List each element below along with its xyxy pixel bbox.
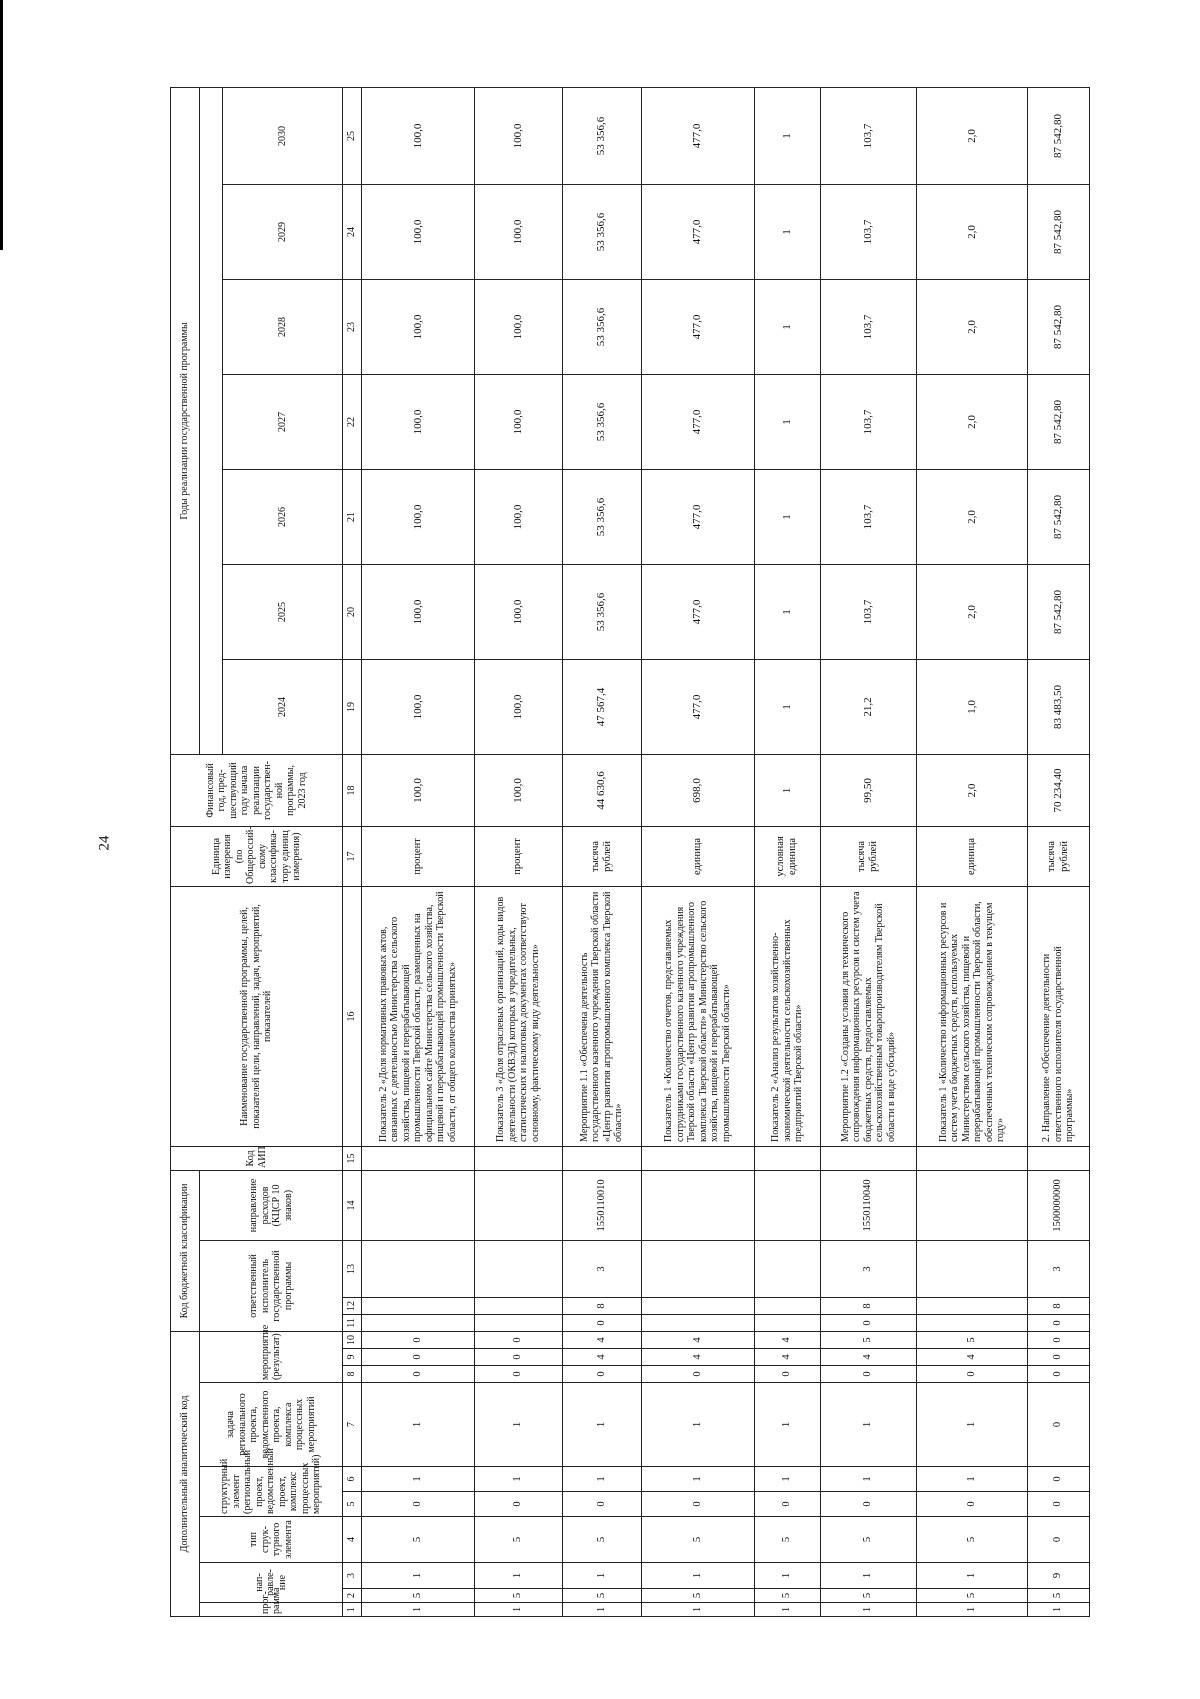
header-base-year: Финансовый год, пред-шествующий году начала реализации государствен-ной программы, 2023 год [171, 754, 343, 826]
code-cell: 0 [362, 1366, 475, 1383]
code-cell: 0 [362, 1331, 475, 1348]
table-row [562, 87, 641, 1616]
code-cell: 0 [1028, 1366, 1090, 1383]
column-number: 5 [343, 1492, 362, 1517]
code-cell: 0 [1028, 1349, 1090, 1366]
code-cell [362, 1240, 475, 1297]
value-cell: 1 [754, 564, 820, 659]
code-cell: 0 [362, 1492, 475, 1517]
code-cell: 9 [1028, 1563, 1090, 1589]
code-cell [641, 1297, 754, 1314]
header-analytic-group: Дополнительный аналитический код [171, 1331, 200, 1616]
code-cell: 1 [562, 1603, 641, 1617]
code-cell: 3 [1028, 1240, 1090, 1297]
table-row [917, 87, 1028, 1616]
page-number: 24 [96, 835, 113, 851]
value-cell: 477,0 [641, 659, 754, 754]
code-cell: 0 [475, 1349, 563, 1366]
value-cell: 100,0 [475, 564, 563, 659]
value-cell: 100,0 [475, 87, 563, 184]
indicator-name-cell: Показатель 1 «Количество информационных ресурсов и систем учета бюджетных средств, используемых Министерством сельского хозяйства, пищевой и перерабатывающей промышленности Тверской области, обеспеченных техническим сопровождением в текущем году» [917, 886, 1028, 1146]
code-cell: 4 [820, 1349, 916, 1366]
code-cell [917, 1297, 1028, 1314]
header-year: 2028 [223, 279, 343, 374]
code-cell [475, 1146, 563, 1170]
value-cell: 100,0 [362, 279, 475, 374]
header-year: 2027 [223, 374, 343, 469]
indicator-name-cell: Мероприятие 1.1 «Обеспечена деятельность государственного казенного учреждения Тверской области «Центр развития агропромышленного комплекса Тверской области» [562, 886, 641, 1146]
value-cell: 103,7 [820, 374, 916, 469]
header-years-group: Годы реализации государственной программы [171, 87, 200, 754]
value-cell: 53 356,6 [562, 279, 641, 374]
code-cell: 5 [562, 1517, 641, 1563]
value-cell: 477,0 [641, 279, 754, 374]
table-row [754, 87, 820, 1616]
code-cell: 1 [820, 1603, 916, 1617]
code-cell: 1 [917, 1603, 1028, 1617]
code-cell: 1 [362, 1383, 475, 1467]
code-cell: 5 [641, 1517, 754, 1563]
code-cell [362, 1297, 475, 1314]
value-cell: 103,7 [820, 184, 916, 279]
header-expense: направление расходов (КЦСР 10 знаков) [200, 1170, 343, 1240]
value-cell: 100,0 [362, 184, 475, 279]
code-cell: 0 [475, 1366, 563, 1383]
value-cell: 87 542,80 [1028, 87, 1090, 184]
value-cell: 53 356,6 [562, 469, 641, 564]
code-cell: 4 [641, 1349, 754, 1366]
code-cell: 1 [917, 1563, 1028, 1589]
unit-cell: тысяча рублей [1028, 826, 1090, 886]
code-cell: 5 [820, 1331, 916, 1348]
table-row [1028, 87, 1090, 1616]
column-number: 13 [343, 1240, 362, 1297]
column-number: 12 [343, 1297, 362, 1314]
header-executor: ответственный исполнитель государственной программы [200, 1240, 343, 1331]
header-event: мероприятие (результат) [200, 1331, 343, 1382]
code-cell: 1 [754, 1603, 820, 1617]
code-cell [754, 1297, 820, 1314]
value-cell: 100,0 [362, 754, 475, 826]
header-aip: Код АИП [171, 1146, 343, 1170]
header-name: Наименование государственной программы, целей, показателей цели, направлений, задач, мероприятий, показателей [171, 886, 343, 1146]
value-cell: 70 234,40 [1028, 754, 1090, 826]
code-cell: 1 [641, 1563, 754, 1589]
code-cell: 4 [754, 1331, 820, 1348]
header-year: 2030 [223, 87, 343, 184]
value-cell: 2,0 [917, 564, 1028, 659]
column-number: 23 [343, 279, 362, 374]
code-cell: 0 [562, 1314, 641, 1331]
code-cell: 4 [917, 1349, 1028, 1366]
code-cell [820, 1146, 916, 1170]
code-cell: 5 [820, 1589, 916, 1603]
value-cell: 87 542,80 [1028, 564, 1090, 659]
rotated-table-container [170, 92, 1090, 1617]
unit-cell: тысяча рублей [820, 826, 916, 886]
code-cell: 1 [362, 1563, 475, 1589]
column-number-row [343, 87, 362, 1616]
value-cell: 100,0 [362, 659, 475, 754]
header-program: прог-рамма [200, 1603, 343, 1617]
unit-cell: единица [917, 826, 1028, 886]
column-number: 17 [343, 826, 362, 886]
code-cell: 1 [362, 1603, 475, 1617]
code-cell: 0 [820, 1314, 916, 1331]
code-cell: 1 [917, 1383, 1028, 1467]
value-cell: 87 542,80 [1028, 374, 1090, 469]
code-cell: 4 [562, 1331, 641, 1348]
value-cell: 87 542,80 [1028, 279, 1090, 374]
code-cell: 0 [1028, 1467, 1090, 1492]
code-cell [641, 1240, 754, 1297]
column-number: 8 [343, 1366, 362, 1383]
code-cell: 5 [562, 1589, 641, 1603]
code-cell: 0 [917, 1492, 1028, 1517]
table-row [362, 87, 475, 1616]
code-cell: 1550110040 [820, 1170, 916, 1240]
value-cell: 477,0 [641, 564, 754, 659]
value-cell: 2,0 [917, 754, 1028, 826]
code-cell [475, 1170, 563, 1240]
value-cell: 53 356,6 [562, 374, 641, 469]
column-number: 4 [343, 1517, 362, 1563]
code-cell [475, 1240, 563, 1297]
code-cell: 0 [1028, 1314, 1090, 1331]
column-number: 16 [343, 886, 362, 1146]
table-body [362, 87, 1090, 1616]
code-cell [641, 1146, 754, 1170]
value-cell: 477,0 [641, 87, 754, 184]
column-number: 6 [343, 1467, 362, 1492]
indicator-name-cell: Показатель 2 «Доля нормативных правовых актов, связанных с деятельностью Министерства сельского хозяйства, пищевой и перерабатывающей промышленности Тверской области, размещенных на официальном сайте Министерства сельского хозяйства, пищевой и перерабатывающей промышленности Тверской области, от общего количества принятых» [362, 886, 475, 1146]
code-cell: 1 [475, 1603, 563, 1617]
column-number: 1 [343, 1603, 362, 1617]
code-cell [362, 1170, 475, 1240]
value-cell: 1 [754, 659, 820, 754]
code-cell: 5 [475, 1589, 563, 1603]
header-year: 2024 [223, 659, 343, 754]
value-cell: 44 630,6 [562, 754, 641, 826]
header-unit: Единица измерения (по Общероссий-скому классифика-тору единиц измерения) [171, 826, 343, 886]
value-cell: 100,0 [362, 564, 475, 659]
unit-cell: единица [641, 826, 754, 886]
value-cell: 100,0 [362, 374, 475, 469]
code-cell: 0 [754, 1366, 820, 1383]
value-cell: 1 [754, 469, 820, 564]
code-cell: 1 [562, 1563, 641, 1589]
code-cell: 1 [362, 1467, 475, 1492]
value-cell: 83 483,50 [1028, 659, 1090, 754]
column-number: 19 [343, 659, 362, 754]
value-cell: 1 [754, 374, 820, 469]
code-cell: 0 [1028, 1517, 1090, 1563]
value-cell: 698,0 [641, 754, 754, 826]
value-cell: 477,0 [641, 469, 754, 564]
column-number: 18 [343, 754, 362, 826]
code-cell [641, 1314, 754, 1331]
code-cell: 1550110010 [562, 1170, 641, 1240]
column-number: 21 [343, 469, 362, 564]
code-cell: 1 [641, 1603, 754, 1617]
code-cell: 1500000000 [1028, 1170, 1090, 1240]
code-cell: 1 [475, 1383, 563, 1467]
column-number: 10 [343, 1331, 362, 1348]
unit-cell: условная единица [754, 826, 820, 886]
header-task: задача регионального проекта, ведомственного проекта, комплекса процессных мероприятий [200, 1383, 343, 1467]
header-years-spacer [200, 87, 223, 754]
code-cell: 5 [362, 1517, 475, 1563]
code-cell: 1 [641, 1467, 754, 1492]
code-cell [917, 1240, 1028, 1297]
value-cell: 87 542,80 [1028, 469, 1090, 564]
code-cell: 8 [1028, 1297, 1090, 1314]
table-row [475, 87, 563, 1616]
code-cell: 1 [754, 1383, 820, 1467]
code-cell: 5 [475, 1517, 563, 1563]
header-year: 2026 [223, 469, 343, 564]
code-cell: 8 [562, 1297, 641, 1314]
header-year: 2025 [223, 564, 343, 659]
scan-edge-bar [0, 0, 3, 250]
code-cell: 0 [641, 1492, 754, 1517]
value-cell: 2,0 [917, 279, 1028, 374]
code-cell: 1 [641, 1383, 754, 1467]
code-cell: 3 [820, 1240, 916, 1297]
indicator-name-cell: Мероприятие 1.2 «Созданы условия для технического сопровождения информационных ресурсов и систем учета бюджетных средств, предоставляемых сельскохозяйственным товаропроизводителям Тверской области в виде субсидий» [820, 886, 916, 1146]
value-cell: 47 567,4 [562, 659, 641, 754]
code-cell [475, 1297, 563, 1314]
code-cell [754, 1146, 820, 1170]
unit-cell: процент [475, 826, 563, 886]
code-cell: 1 [917, 1467, 1028, 1492]
header-year: 2029 [223, 184, 343, 279]
column-number: 11 [343, 1314, 362, 1331]
unit-cell: тысяча рублей [562, 826, 641, 886]
value-cell: 2,0 [917, 469, 1028, 564]
code-cell: 5 [754, 1517, 820, 1563]
value-cell: 53 356,6 [562, 87, 641, 184]
code-cell: 0 [475, 1331, 563, 1348]
code-cell [562, 1146, 641, 1170]
code-cell: 0 [562, 1492, 641, 1517]
code-cell [362, 1146, 475, 1170]
code-cell: 5 [641, 1589, 754, 1603]
code-cell: 0 [475, 1492, 563, 1517]
value-cell: 100,0 [362, 87, 475, 184]
program-table [170, 87, 1090, 1617]
code-cell: 4 [641, 1331, 754, 1348]
code-cell [754, 1170, 820, 1240]
value-cell: 99,50 [820, 754, 916, 826]
header-direction: нап-равле-ние [200, 1563, 343, 1603]
indicator-name-cell: Показатель 2 «Анализ результатов хозяйственно-экономической деятельности сельскохозяйственных предприятий Тверской области» [754, 886, 820, 1146]
code-cell: 0 [754, 1492, 820, 1517]
header-budget-group: Код бюджетной классификации [171, 1170, 200, 1331]
code-cell [475, 1314, 563, 1331]
column-number: 9 [343, 1349, 362, 1366]
code-cell: 5 [754, 1589, 820, 1603]
code-cell: 5 [362, 1589, 475, 1603]
code-cell [641, 1170, 754, 1240]
code-cell: 0 [1028, 1331, 1090, 1348]
code-cell: 0 [1028, 1383, 1090, 1467]
value-cell: 100,0 [475, 754, 563, 826]
value-cell: 2,0 [917, 87, 1028, 184]
value-cell: 21,2 [820, 659, 916, 754]
value-cell: 103,7 [820, 87, 916, 184]
code-cell: 1 [475, 1563, 563, 1589]
value-cell: 103,7 [820, 469, 916, 564]
value-cell: 1 [754, 87, 820, 184]
column-number: 15 [343, 1146, 362, 1170]
unit-cell: процент [362, 826, 475, 886]
code-cell: 1 [754, 1563, 820, 1589]
code-cell: 1 [562, 1467, 641, 1492]
code-cell [917, 1146, 1028, 1170]
code-cell: 1 [754, 1467, 820, 1492]
column-number: 14 [343, 1170, 362, 1240]
code-cell: 0 [820, 1366, 916, 1383]
code-cell: 5 [1028, 1589, 1090, 1603]
code-cell [754, 1314, 820, 1331]
code-cell: 8 [820, 1297, 916, 1314]
column-number: 24 [343, 184, 362, 279]
value-cell: 1,0 [917, 659, 1028, 754]
code-cell: 5 [917, 1589, 1028, 1603]
code-cell: 1 [562, 1383, 641, 1467]
code-cell: 1 [820, 1563, 916, 1589]
column-number: 2 [343, 1589, 362, 1603]
code-cell: 4 [754, 1349, 820, 1366]
code-cell: 0 [820, 1492, 916, 1517]
code-cell: 1 [820, 1467, 916, 1492]
value-cell: 100,0 [362, 469, 475, 564]
code-cell: 1 [475, 1467, 563, 1492]
code-cell [1028, 1146, 1090, 1170]
table-row [641, 87, 754, 1616]
column-number: 7 [343, 1383, 362, 1467]
code-cell: 1 [1028, 1603, 1090, 1617]
code-cell [754, 1240, 820, 1297]
value-cell: 53 356,6 [562, 184, 641, 279]
code-cell: 0 [362, 1349, 475, 1366]
column-number: 3 [343, 1563, 362, 1589]
table-row [820, 87, 916, 1616]
value-cell: 1 [754, 754, 820, 826]
value-cell: 53 356,6 [562, 564, 641, 659]
indicator-name-cell: Показатель 1 «Количество отчетов, представляемых сотрудниками государственного казенного учреждения Тверской области «Центр развития агропромышленного комплекса Тверской области» в Министерство сельского хозяйства, пищевой и перерабатывающей промышленности Тверской области» [641, 886, 754, 1146]
code-cell: 5 [917, 1331, 1028, 1348]
indicator-name-cell: 2. Направление «Обеспечение деятельности ответственного исполнителя государственной программы» [1028, 886, 1090, 1146]
column-number: 22 [343, 374, 362, 469]
code-cell: 1 [820, 1383, 916, 1467]
value-cell: 100,0 [475, 184, 563, 279]
code-cell: 0 [562, 1366, 641, 1383]
header-struct-type: тип струк-турного элемента [200, 1517, 343, 1563]
code-cell: 0 [1028, 1492, 1090, 1517]
value-cell: 100,0 [475, 469, 563, 564]
value-cell: 103,7 [820, 279, 916, 374]
value-cell: 100,0 [475, 279, 563, 374]
code-cell: 5 [917, 1517, 1028, 1563]
column-number: 25 [343, 87, 362, 184]
value-cell: 477,0 [641, 184, 754, 279]
value-cell: 87 542,80 [1028, 184, 1090, 279]
value-cell: 100,0 [475, 374, 563, 469]
indicator-name-cell: Показатель 3 «Доля отраслевых организаций, коды видов деятельности (ОКВЭД) которых в учредительных, статистических и налоговых документах соответствуют основному, фактическому виду деятельности» [475, 886, 563, 1146]
code-cell: 4 [562, 1349, 641, 1366]
value-cell: 1 [754, 279, 820, 374]
code-cell: 5 [820, 1517, 916, 1563]
value-cell: 1 [754, 184, 820, 279]
code-cell [917, 1170, 1028, 1240]
column-number: 20 [343, 564, 362, 659]
code-cell [362, 1314, 475, 1331]
code-cell: 0 [641, 1366, 754, 1383]
value-cell: 103,7 [820, 564, 916, 659]
header-struct-elem: структурный элемент (региональный проект, ведомственный проект, комплекс процессных мероприятий) [200, 1467, 343, 1517]
value-cell: 100,0 [475, 659, 563, 754]
value-cell: 2,0 [917, 374, 1028, 469]
value-cell: 477,0 [641, 374, 754, 469]
code-cell: 0 [917, 1366, 1028, 1383]
value-cell: 2,0 [917, 184, 1028, 279]
code-cell [917, 1314, 1028, 1331]
code-cell: 3 [562, 1240, 641, 1297]
